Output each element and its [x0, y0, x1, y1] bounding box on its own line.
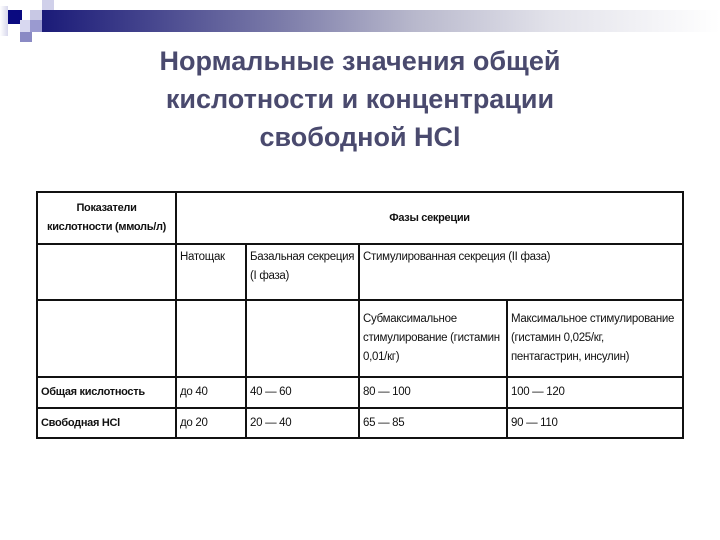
- phases-header-cell: [176, 192, 683, 244]
- title-line: кислотности и концентрации: [165, 84, 555, 114]
- fasting-header: Натощак: [180, 251, 225, 263]
- row-label: Общая кислотность: [37, 377, 176, 408]
- fasting-header-cell: [176, 244, 246, 300]
- submax-value: 80 — 100: [359, 377, 507, 408]
- stimulated-header-cell: [359, 244, 683, 300]
- indicators-header-cell: [37, 192, 176, 244]
- phases-header: Фазы секреции: [389, 211, 470, 224]
- stimulated-header: Стимулированная секреция (II фаза): [363, 251, 551, 263]
- max-value: 90 — 110: [507, 408, 683, 438]
- basal-value: 20 — 40: [246, 408, 359, 438]
- max-line3: пентагастрин, инсулин): [511, 351, 630, 363]
- decor-square: [0, 6, 8, 36]
- submax-line2: стимулирование (гистамин: [363, 332, 500, 344]
- submax-header-cell: [359, 300, 507, 377]
- basal-header-line1: Базальная секреция: [250, 251, 355, 263]
- header-gradient-bar: [40, 10, 720, 32]
- table-subheader-row: [37, 244, 683, 300]
- table-row: [37, 408, 683, 438]
- acidity-table: [36, 191, 684, 439]
- basal-value: 40 — 60: [246, 377, 359, 408]
- fasting-value: до 20: [176, 408, 246, 438]
- table-row: [37, 377, 683, 408]
- submax-value: 65 — 85: [359, 408, 507, 438]
- empty-cell: [37, 300, 176, 377]
- basal-header-line2: (I фаза): [250, 270, 290, 282]
- table-header-row: [37, 192, 683, 244]
- submax-line1: Субмаксимальное: [363, 313, 457, 325]
- basal-header-cell: [246, 244, 359, 300]
- table-stimulation-row: [37, 300, 683, 377]
- decor-square: [20, 32, 32, 42]
- indicators-header-line1: Показатели: [76, 202, 137, 214]
- decor-square: [42, 0, 54, 10]
- empty-cell: [176, 300, 246, 377]
- fasting-value: до 40: [176, 377, 246, 408]
- max-value: 100 — 120: [507, 377, 683, 408]
- submax-line3: 0,01/кг): [363, 351, 400, 363]
- empty-cell: [37, 244, 176, 300]
- max-header-cell: [507, 300, 683, 377]
- decor-square: [30, 20, 42, 32]
- title-line: свободной HCl: [259, 122, 461, 152]
- max-line2: (гистамин 0,025/кг,: [511, 332, 604, 344]
- title-line: Нормальные значения общей: [159, 46, 561, 76]
- indicators-header-line2: кислотности (ммоль/л): [47, 221, 166, 233]
- row-label: Свободная HCl: [37, 408, 176, 438]
- max-line1: Максимальное стимулирование: [511, 313, 675, 325]
- empty-cell: [246, 300, 359, 377]
- slide-title: [60, 42, 660, 156]
